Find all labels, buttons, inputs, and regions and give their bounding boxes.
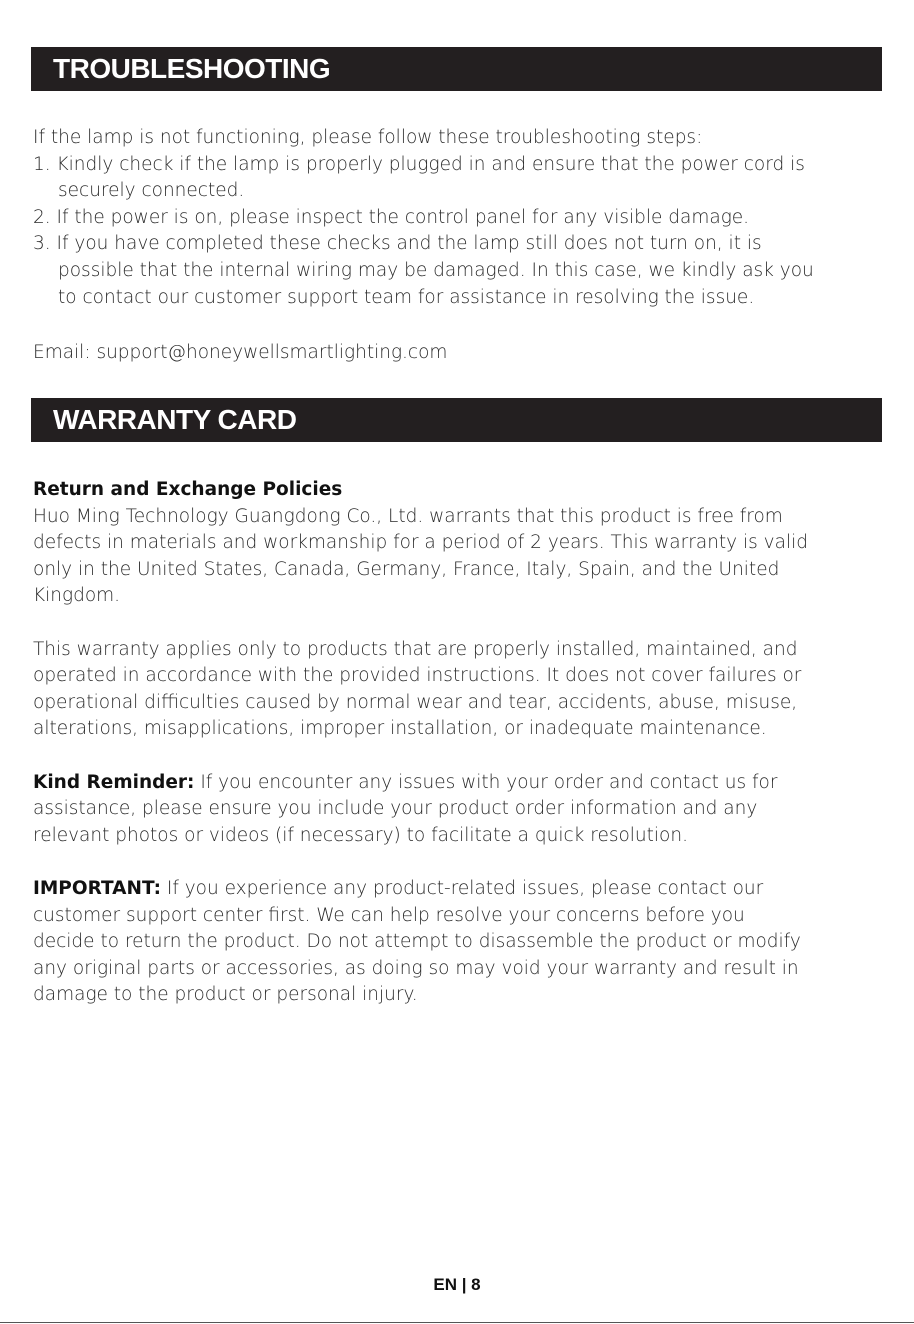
paragraph-spacer — [33, 849, 883, 876]
page-number: EN | 8 — [433, 1275, 481, 1294]
support-email: Email: support@honeywellsmartlighting.com — [33, 342, 448, 363]
step-3-line-1: 3. If you have completed these checks and the lamp still does not turn on, it is — [33, 233, 762, 255]
paragraph-spacer — [33, 743, 883, 770]
troubleshooting-heading: TROUBLESHOOTING — [31, 47, 882, 91]
important-line: damage to the product or personal injury. — [33, 984, 418, 1006]
support-email-block — [33, 340, 883, 367]
step-1-line-1: 1. Kindly check if the lamp is properly plugged in and ensure that the power cord is — [33, 153, 805, 175]
troubleshooting-body — [33, 125, 883, 311]
important-line: decide to return the product. Do not attempt to disassemble the product or modify — [33, 931, 801, 953]
step-3-line-3: to contact our customer support team for assistance in resolving the issue. — [58, 286, 755, 308]
reminder-line: assistance, please ensure you include your product order information and any — [33, 798, 758, 820]
reminder-line: relevant photos or videos (if necessary) to facilitate a quick resolution. — [33, 824, 688, 846]
warranty-body — [33, 477, 883, 1009]
warranty-heading: WARRANTY CARD — [31, 398, 882, 442]
applies-line: This warranty applies only to products that are properly installed, maintained, and — [33, 638, 798, 660]
step-1-line-2: securely connected. — [58, 180, 245, 202]
troubleshooting-intro: If the lamp is not functioning, please follow these troubleshooting steps: — [33, 127, 703, 148]
reminder-line-1 — [33, 770, 883, 797]
applies-line: alterations, misapplications, improper installation, or inadequate maintenance. — [33, 718, 767, 740]
important-line: customer support center first. We can help resolve your concerns before you — [33, 904, 745, 926]
bottom-divider — [0, 1322, 914, 1323]
policies-line: Kingdom. — [33, 585, 121, 607]
important-label: IMPORTANT: — [33, 877, 161, 899]
applies-line: operational difficulties caused by normal wear and tear, accidents, abuse, misuse, — [33, 691, 798, 713]
applies-line: operated in accordance with the provided instructions. It does not cover failures or — [33, 665, 802, 687]
paragraph-spacer — [33, 610, 883, 637]
important-line: any original parts or accessories, as doing so may void your warranty and result in — [33, 957, 799, 979]
policies-title: Return and Exchange Policies — [33, 479, 343, 500]
reminder-text: If you encounter any issues with your order and contact us for — [194, 771, 778, 793]
policies-line: only in the United States, Canada, Germany, France, Italy, Spain, and the United — [33, 558, 780, 580]
important-line-1 — [33, 876, 883, 903]
step-2-line-1: 2. If the power is on, please inspect the control panel for any visible damage. — [33, 206, 750, 228]
reminder-label: Kind Reminder: — [33, 771, 195, 793]
policies-line: Huo Ming Technology Guangdong Co., Ltd. warrants that this product is free from — [33, 505, 783, 527]
policies-line: defects in materials and workmanship for a period of 2 years. This warranty is valid — [33, 532, 808, 554]
important-text: If you experience any product-related issues, please contact our — [160, 877, 764, 899]
step-3-line-2: possible that the internal wiring may be damaged. In this case, we kindly ask you — [58, 259, 814, 281]
